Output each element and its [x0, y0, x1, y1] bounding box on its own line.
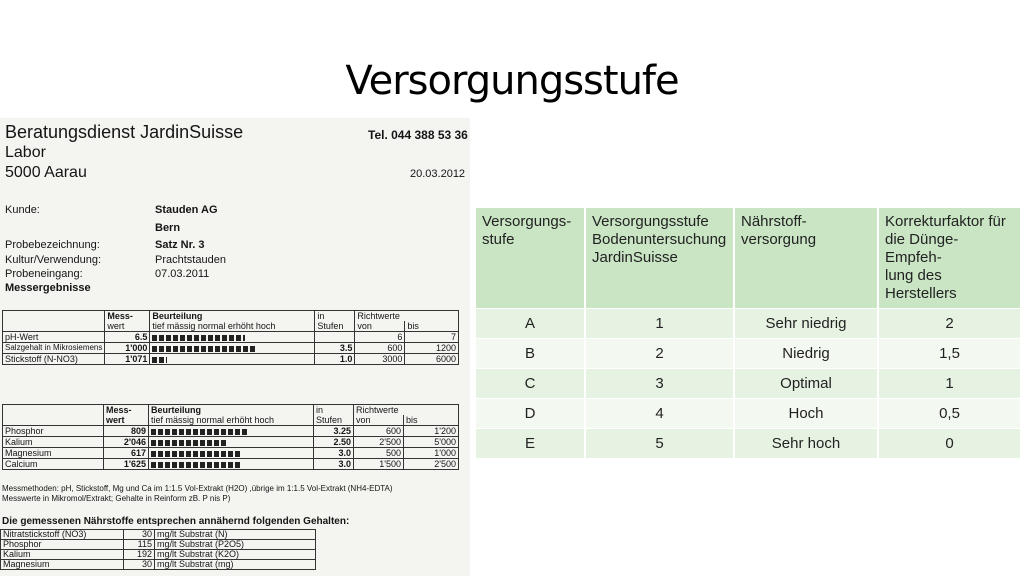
t1-row-name: pH-Wert	[3, 332, 105, 343]
cell-stufe: C	[476, 369, 585, 399]
report-phone: Tel. 044 388 53 36	[368, 128, 468, 142]
t2-col-wert: wert	[104, 415, 149, 426]
cell-versorgung: Hoch	[734, 399, 878, 429]
report-date: 20.03.2012	[410, 168, 466, 180]
cell-faktor: 0,5	[878, 399, 1021, 429]
versorgungsstufe-table	[476, 208, 1022, 458]
t1-col-scale: tief mässig normal erhöht hoch	[150, 321, 315, 332]
nutrient-name: Kalium	[1, 550, 124, 560]
nutrient-unit: mg/lt Substrat (N)	[155, 530, 316, 540]
cell-versorgung: Niedrig	[734, 339, 878, 369]
measurement-table-1	[2, 310, 459, 365]
header-naehrstoffversorgung: Nährstoff- versorgung	[734, 208, 878, 309]
nutrient-name: Magnesium	[1, 560, 124, 570]
table-row	[3, 354, 459, 365]
t1-col-beurteilung: Beurteilung	[150, 311, 315, 322]
cell-boden: 5	[585, 429, 734, 459]
t2-row-bar	[151, 451, 241, 457]
messergebnisse-heading: Messergebnisse	[5, 282, 91, 294]
t1-row-stufe: 1.0	[315, 354, 355, 365]
table-header-row	[476, 208, 1021, 309]
nutrient-unit: mg/lt Substrat (K2O)	[155, 550, 316, 560]
t2-row-stufe: 3.25	[314, 426, 354, 437]
t2-row-bar	[151, 440, 226, 446]
t1-row-bis: 6000	[405, 354, 459, 365]
header-versorgungsstufe: Versorgungs- stufe	[476, 208, 585, 309]
eingang-value: 07.03.2011	[155, 268, 210, 280]
t1-row-bar-cell	[150, 354, 315, 365]
t1-row-bar	[152, 357, 167, 363]
table-row	[476, 429, 1021, 459]
report-lab: Labor	[5, 144, 46, 161]
t1-row-bis: 1200	[405, 343, 459, 354]
t1-row-wert: 1'071	[105, 354, 150, 365]
cell-faktor: 0	[878, 429, 1021, 459]
kultur-value: Prachtstauden	[155, 254, 226, 266]
cell-stufe: A	[476, 309, 585, 339]
cell-stufe: B	[476, 339, 585, 369]
t1-row-bar-cell	[150, 332, 315, 343]
t1-row-von: 3000	[355, 354, 405, 365]
report-city: 5000 Aarau	[5, 164, 87, 181]
kunde-name: Stauden AG	[155, 204, 218, 216]
t1-row-wert: 6.5	[105, 332, 150, 343]
measurement-table-2	[2, 404, 459, 470]
t2-row-bar	[151, 429, 249, 435]
t2-row-bis: 1'000	[404, 448, 459, 459]
t1-row-name: Stickstoff (N-NO3)	[3, 354, 105, 365]
t2-row-name: Magnesium	[3, 448, 104, 459]
t2-row-bis: 1'200	[404, 426, 459, 437]
t2-col-bis: bis	[404, 415, 459, 426]
cell-faktor: 1,5	[878, 339, 1021, 369]
t2-row-wert: 617	[104, 448, 149, 459]
table-row	[476, 369, 1021, 399]
table-row	[3, 437, 459, 448]
lab-report-scan	[0, 118, 470, 576]
t2-row-name: Kalium	[3, 437, 104, 448]
table-row	[1, 550, 316, 560]
nutrient-unit: mg/lt Substrat (mg)	[155, 560, 316, 570]
t2-col-mess: Mess-	[104, 405, 149, 416]
t2-row-bar-cell	[149, 437, 314, 448]
t2-row-bar	[151, 462, 241, 468]
probe-label: Probebezeichnung:	[5, 239, 100, 251]
t2-row-wert: 2'046	[104, 437, 149, 448]
cell-boden: 3	[585, 369, 734, 399]
kunde-label: Kunde:	[5, 204, 40, 216]
t2-row-stufe: 3.0	[314, 448, 354, 459]
cell-versorgung: Sehr hoch	[734, 429, 878, 459]
cell-versorgung: Optimal	[734, 369, 878, 399]
t2-row-bis: 2'500	[404, 459, 459, 470]
table-row	[3, 332, 459, 343]
t1-row-bar	[152, 335, 245, 341]
header-bodenuntersuchung: Versorgungsstufe Bodenuntersuchung JardinSuisse	[585, 208, 734, 309]
t1-row-von: 6	[355, 332, 405, 343]
table-row	[1, 530, 316, 540]
kultur-label: Kultur/Verwendung:	[5, 254, 102, 266]
table-row	[476, 309, 1021, 339]
t1-row-von: 600	[355, 343, 405, 354]
t2-row-stufe: 3.0	[314, 459, 354, 470]
t2-row-name: Phosphor	[3, 426, 104, 437]
table-row	[476, 399, 1021, 429]
cell-boden: 1	[585, 309, 734, 339]
nutrient-heading: Die gemessenen Nährstoffe entsprechen annähernd folgenden Gehalten:	[2, 516, 350, 527]
header-korrekturfaktor: Korrekturfaktor für die Dünge-Empfeh- lung des Herstellers	[878, 208, 1021, 309]
nutrient-value: 192	[124, 550, 155, 560]
t1-row-bar	[152, 346, 257, 352]
t1-col-von: von	[355, 321, 405, 332]
nutrient-value: 30	[124, 530, 155, 540]
table-row	[3, 459, 459, 470]
t2-col-von: von	[354, 415, 404, 426]
t2-row-von: 2'500	[354, 437, 404, 448]
table-row	[476, 339, 1021, 369]
nutrient-unit: mg/lt Substrat (P2O5)	[155, 540, 316, 550]
t2-col-in: in	[314, 405, 354, 416]
nutrient-value: 30	[124, 560, 155, 570]
eingang-label: Probeneingang:	[5, 268, 83, 280]
cell-stufe: D	[476, 399, 585, 429]
method-note-1: Messmethoden: pH, Stickstoff, Mg und Ca im 1:1.5 Vol-Extrakt (H2O) ,übrige im 1:1.5 Vol-Extrakt (NH4-EDTA)	[2, 484, 393, 493]
cell-faktor: 2	[878, 309, 1021, 339]
t2-col-scale: tief mässig normal erhöht hoch	[149, 415, 314, 426]
method-note-2: Messwerte in Mikromol/Extrakt; Gehalte in Reinform zB. P nis P)	[2, 494, 231, 503]
t2-col-richtwerte: Richtwerte	[354, 405, 459, 416]
t1-col-in: in	[315, 311, 355, 322]
probe-value: Satz Nr. 3	[155, 239, 205, 251]
t1-row-stufe	[315, 332, 355, 343]
t1-col-mess: Mess-	[105, 311, 150, 322]
t2-row-name: Calcium	[3, 459, 104, 470]
nutrient-table	[0, 529, 316, 570]
t2-row-bar-cell	[149, 426, 314, 437]
t2-col-beurteilung: Beurteilung	[149, 405, 314, 416]
table-row	[3, 343, 459, 354]
t2-row-bar-cell	[149, 448, 314, 459]
t2-row-von: 1'500	[354, 459, 404, 470]
cell-stufe: E	[476, 429, 585, 459]
t2-row-wert: 1'625	[104, 459, 149, 470]
cell-boden: 2	[585, 339, 734, 369]
cell-boden: 4	[585, 399, 734, 429]
slide-title: Versorgungsstufe	[345, 58, 679, 104]
kunde-city: Bern	[155, 222, 181, 234]
table-row	[3, 448, 459, 459]
t2-row-bar-cell	[149, 459, 314, 470]
t1-row-name: Salzgehalt in Mikrosiemens	[3, 343, 105, 354]
t1-row-wert: 1'000	[105, 343, 150, 354]
t2-row-wert: 809	[104, 426, 149, 437]
t1-col-richtwerte: Richtwerte	[355, 311, 459, 322]
nutrient-value: 115	[124, 540, 155, 550]
t1-col-wert: wert	[105, 321, 150, 332]
nutrient-name: Phosphor	[1, 540, 124, 550]
t1-row-stufe: 3.5	[315, 343, 355, 354]
t2-row-stufe: 2.50	[314, 437, 354, 448]
t1-col-stufen: Stufen	[315, 321, 355, 332]
report-organization: Beratungsdienst JardinSuisse	[5, 122, 244, 142]
cell-versorgung: Sehr niedrig	[734, 309, 878, 339]
table-row	[1, 560, 316, 570]
t1-row-bar-cell	[150, 343, 315, 354]
table-row	[3, 426, 459, 437]
table-row	[1, 540, 316, 550]
cell-faktor: 1	[878, 369, 1021, 399]
t2-row-von: 500	[354, 448, 404, 459]
t2-row-bis: 5'000	[404, 437, 459, 448]
t1-row-bis: 7	[405, 332, 459, 343]
t2-col-stufen: Stufen	[314, 415, 354, 426]
t1-col-bis: bis	[405, 321, 459, 332]
t2-row-von: 600	[354, 426, 404, 437]
nutrient-name: Nitratstickstoff (NO3)	[1, 530, 124, 540]
